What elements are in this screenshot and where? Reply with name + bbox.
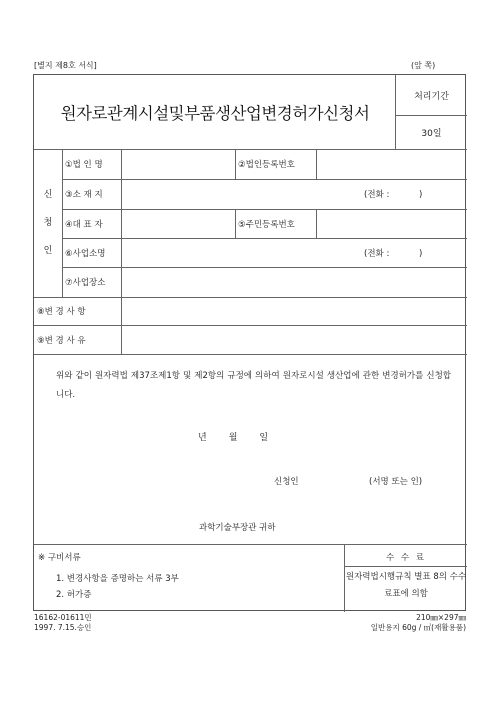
applicant-section-label — [34, 149, 62, 297]
divider — [316, 149, 317, 179]
divider — [344, 566, 467, 567]
form-code: 16162-01611민 — [34, 613, 92, 622]
address-label: ③소 재 지 — [65, 190, 103, 200]
business-office-label: ⑥사업소명 — [65, 248, 106, 259]
change-items-label: ⑧변 경 사 항 — [37, 307, 86, 317]
resident-reg-no-field[interactable] — [319, 209, 467, 238]
footer-left — [34, 613, 92, 633]
corp-name-label: ①법 인 명 — [65, 160, 103, 170]
form-number: [별지 제8호 서식] — [34, 61, 97, 70]
applicant-label-char: 인 — [43, 246, 53, 256]
processing-period-value: 30일 — [421, 128, 442, 139]
application-statement: 위와 같이 원자력법 제37조제1항 및 제2항의 규정에 의하여 원자로시설 생산업에 관한 변경허가를 신청합니다. — [56, 371, 451, 400]
fee-text: 원자력법시행규칙 별표 8의 수수료표에 의함 — [345, 572, 467, 599]
business-location-field[interactable] — [124, 267, 467, 297]
representative-label: ④대 표 자 — [65, 219, 103, 230]
page-side: (앞 쪽) — [411, 61, 436, 70]
change-reasons-label: ⑨변 경 사 유 — [37, 335, 86, 346]
applicant-label-char: 신 — [43, 190, 53, 200]
application-date[interactable] — [198, 430, 268, 443]
change-items-field[interactable] — [124, 297, 467, 325]
applicant-sign-label: 신청인 — [274, 477, 299, 487]
divider — [235, 149, 236, 179]
corp-reg-no-field[interactable] — [319, 149, 467, 179]
date-year: 년 — [198, 433, 207, 443]
application-form — [33, 74, 466, 611]
date-month: 월 — [228, 433, 238, 443]
sign-note: (서명 또는 인) — [369, 477, 423, 487]
representative-field[interactable] — [124, 209, 235, 238]
resident-reg-no-label: ⑤주민등록번호 — [238, 219, 295, 230]
divider — [121, 149, 122, 354]
divider — [62, 149, 63, 297]
required-docs-title: ※ 구비서류 — [38, 553, 81, 563]
addressee: 과학기술부장관 귀하 — [199, 523, 276, 533]
divider — [34, 354, 467, 355]
date-day: 일 — [259, 433, 269, 443]
paper-spec: 일반용지 60g / ㎡(재활용품) — [370, 623, 466, 632]
paper-size: 210㎜×297㎜ — [416, 613, 466, 622]
business-office-tel-field[interactable]: (전화 : ) — [364, 248, 423, 259]
change-reasons-field[interactable] — [124, 325, 467, 354]
address-tel-field[interactable]: (전화 : ) — [364, 190, 423, 200]
divider — [235, 209, 236, 238]
divider — [34, 544, 467, 545]
applicant-label-char: 청 — [43, 218, 53, 228]
corp-reg-no-label: ②법인등록번호 — [238, 160, 295, 170]
divider — [316, 209, 317, 238]
footer-right — [371, 613, 466, 633]
approval-date: 1997. 7.15.승인 — [34, 623, 92, 632]
form-title: 원자로관계시설및부품생산업변경허가신청서 — [60, 104, 370, 123]
required-doc-item: 2. 허가증 — [56, 590, 92, 600]
corp-name-field[interactable] — [124, 149, 235, 179]
processing-period-label: 처리기간 — [414, 91, 449, 102]
fee-title: 수 수 료 — [385, 553, 427, 563]
business-location-label: ⑦사업장소 — [65, 278, 106, 288]
required-doc-item: 1. 변경사항을 증명하는 서류 3부 — [56, 574, 179, 584]
